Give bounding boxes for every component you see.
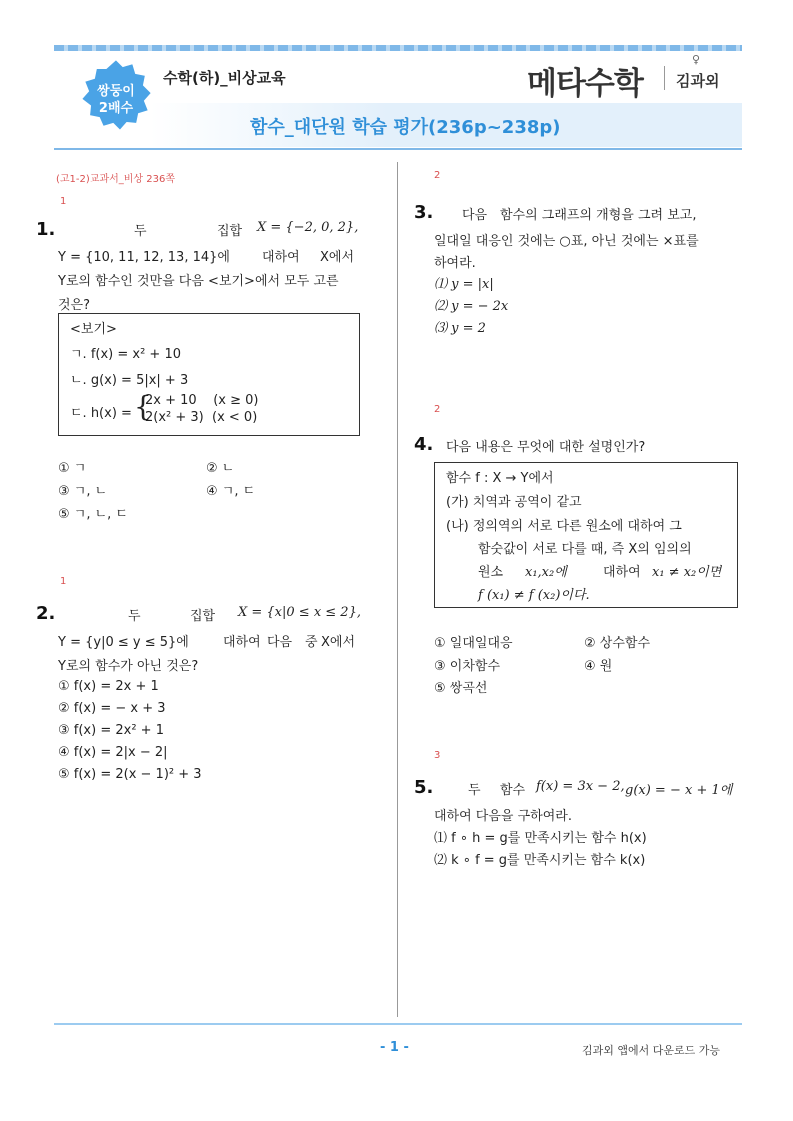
q2-text: 집합 [190,609,216,624]
brand-secondary: 김과외 [676,72,720,90]
footer-note: 김과외 앱에서 다운로드 가능 [582,1044,721,1057]
q1-text: X에서 [320,250,355,265]
q2-difficulty: 1 [60,576,67,587]
q1-choice[interactable]: ⑤ ㄱ, ㄴ, ㄷ [58,507,128,522]
q5-text: f(x) = 3x − 2, [536,779,625,794]
q1-choice[interactable]: ① ㄱ [58,461,87,476]
q3-item: ⑴ y = |x| [434,277,494,292]
header-top-bar [54,45,742,51]
q4-box-line: x₁ ≠ x₂이면 [652,565,722,580]
q4-box-line: 원소 [478,565,504,580]
logo-divider [664,66,665,90]
q5-text: 함수 [500,783,526,798]
q4-box-line: (가) 치역과 공역이 같고 [446,495,582,510]
q4-box-line: x₁,x₂에 [525,565,567,580]
q2-text: Y = {y|0 ≤ y ≤ 5}에 [58,635,189,650]
q5-text: 대하여 다음을 구하여라. [434,809,572,824]
q3-item: ⑵ y = − 2x [434,299,509,314]
q3-text: 일대일 대응인 것에는 ○표, 아닌 것에는 ×표를 [434,234,699,249]
q2-text: X에서 [321,635,356,650]
q1-box-case: 2(x² + 3) (x < 0) [145,410,258,425]
badge-line-2: 2배수 [98,101,134,116]
q5-item: ⑵ k ∘ f = g를 만족시키는 함수 k(x) [434,853,646,868]
q2-number: 2. [36,603,56,624]
q2-choice[interactable]: ⑤ f(x) = 2(x − 1)² + 3 [58,767,202,782]
q4-choice[interactable]: ⑤ 쌍곡선 [434,681,488,696]
badge-line-1: 쌍둥이 [97,84,135,99]
q1-text: Y로의 함수인 것만을 다음 <보기>에서 모두 고른 [58,274,339,289]
q2-choice[interactable]: ① f(x) = 2x + 1 [58,679,159,694]
q2-text: X = {x|0 ≤ x ≤ 2}, [238,605,361,620]
page-title: 함수_대단원 학습 평가(236p~238p) [250,117,561,138]
q1-text: 대하여 [262,250,300,265]
q1-text: Y = {10, 11, 12, 13, 14}에 [58,250,230,265]
q5-number: 5. [414,777,434,798]
q2-choice[interactable]: ④ f(x) = 2|x − 2| [58,745,168,760]
q1-box-item: ㄷ. h(x) = [70,406,132,421]
q3-number: 3. [414,202,434,223]
q1-text: 집합 [217,224,243,239]
series-badge [78,57,154,133]
q3-text: 하여라. [434,256,476,271]
q2-text: 두 [128,609,141,624]
q3-text: 다음 [462,208,488,223]
q2-text: 다음 [267,635,293,650]
q5-text: 두 [468,783,481,798]
q4-difficulty: 2 [434,404,441,415]
q1-difficulty: 1 [60,196,67,207]
q4-choice[interactable]: ③ 이차함수 [434,659,501,674]
column-divider [397,162,398,1017]
q2-choice[interactable]: ③ f(x) = 2x² + 1 [58,723,164,738]
q1-box-case: 2x + 10 (x ≥ 0) [145,393,259,408]
q4-choice[interactable]: ④ 원 [584,659,613,674]
q4-choice[interactable]: ② 상수함수 [584,636,651,651]
q1-text: 두 [134,224,147,239]
title-underline [54,148,742,150]
q2-text: 중 [305,635,318,650]
person-icon: ♀ [692,53,701,66]
q1-number: 1. [36,219,56,240]
brand-logo: 메타수학 [527,66,643,102]
q3-text: 함수의 그래프의 개형을 그려 보고, [500,208,697,223]
q4-box-line: 함수 f : X → Y에서 [446,471,554,486]
q4-text: 다음 내용은 무엇에 대한 설명인가? [446,440,646,455]
q2-text: 대하여 [223,635,261,650]
q4-box-line: f (x₁) ≠ f (x₂)이다. [478,588,590,603]
q4-box-line: 함숫값이 서로 다를 때, 즉 X의 임의의 [478,542,692,557]
q5-text: g(x) = − x + 1에 [625,783,733,798]
subject-label: 수학(하)_비상교육 [163,69,286,87]
q3-difficulty: 2 [434,170,441,181]
q1-box-item: ㄱ. f(x) = x² + 10 [70,347,181,362]
q5-item: ⑴ f ∘ h = g를 만족시키는 함수 h(x) [434,831,647,846]
q1-text: 것은? [58,298,91,313]
page-number: - 1 - [380,1040,409,1055]
q1-box-title: <보기> [70,322,117,337]
q5-difficulty: 3 [434,750,441,761]
q1-choice[interactable]: ③ ㄱ, ㄴ [58,484,108,499]
q4-number: 4. [414,434,434,455]
footer-line [54,1023,742,1025]
q1-choice[interactable]: ② ㄴ [206,461,235,476]
q2-choice[interactable]: ② f(x) = − x + 3 [58,701,166,716]
q1-text: X = {−2, 0, 2}, [257,220,359,235]
q1-box-item: ㄴ. g(x) = 5|x| + 3 [70,373,189,388]
q4-box-line: 대하여 [603,565,641,580]
q1-choice[interactable]: ④ ㄱ, ㄷ [206,484,256,499]
q4-choice[interactable]: ① 일대일대응 [434,636,513,651]
source-label: (고1-2)교과서_비상 236쪽 [56,174,176,185]
q3-item: ⑶ y = 2 [434,321,486,336]
q2-text: Y로의 함수가 아닌 것은? [58,659,199,674]
q4-box-line: (나) 정의역의 서로 다른 원소에 대하여 그 [446,519,682,534]
q1-brace-icon: { [134,390,152,423]
